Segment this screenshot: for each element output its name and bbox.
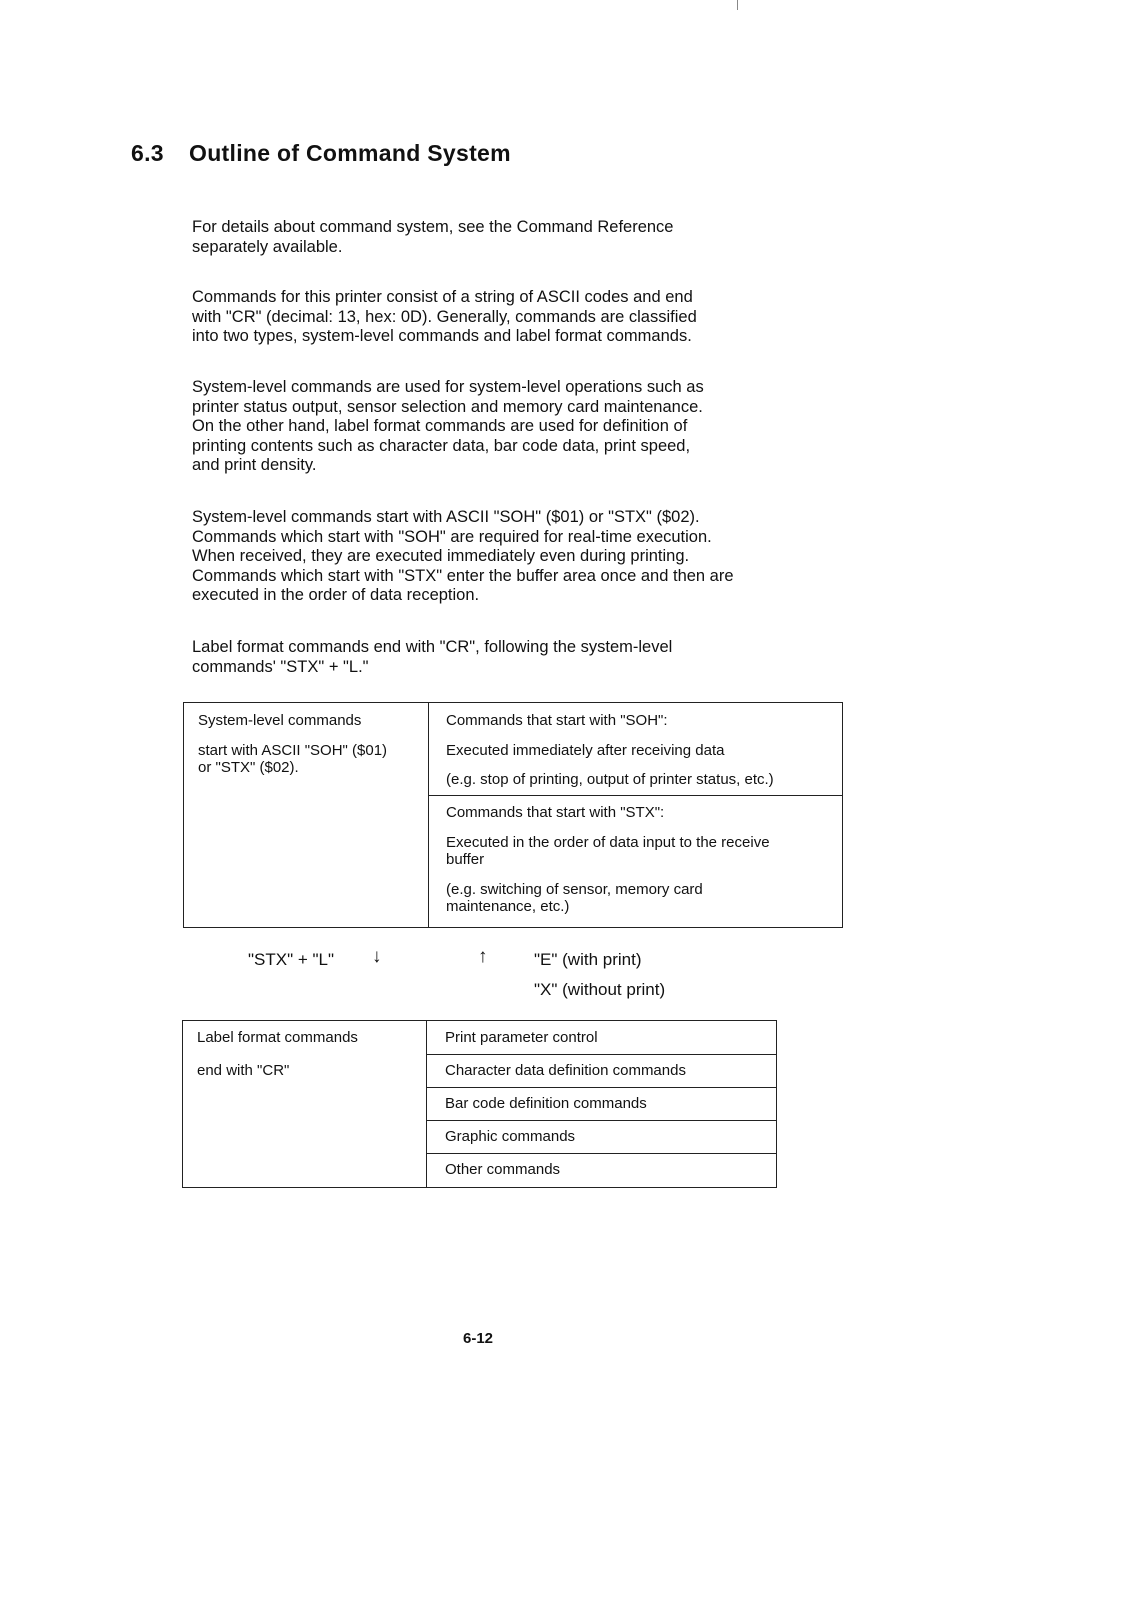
scan-mark xyxy=(737,0,738,10)
label-row-other: Other commands xyxy=(445,1161,561,1178)
system-level-commands-table xyxy=(183,702,843,928)
label-row-bar-code: Bar code definition commands xyxy=(445,1095,647,1112)
paragraph-system-level xyxy=(192,378,792,476)
system-level-desc-line2: or "STX" ($02). xyxy=(198,759,299,776)
text-line: executed in the order of data reception. xyxy=(192,586,480,604)
up-arrow-icon: ↑ xyxy=(478,946,488,967)
text-line: System-level commands are used for system-level operations such as xyxy=(192,378,704,396)
paragraph-soh-stx xyxy=(192,508,792,606)
text-line: into two types, system-level commands and label format commands. xyxy=(192,327,692,345)
text-line: On the other hand, label format commands are used for definition of xyxy=(192,417,688,435)
paragraph-intro xyxy=(192,218,792,257)
text-line: printer status output, sensor selection and memory card maintenance. xyxy=(192,397,703,416)
stx-description-line1: Executed in the order of data input to the receive xyxy=(446,834,770,851)
text-line: and print density. xyxy=(192,456,317,474)
column-divider xyxy=(428,703,429,927)
soh-description: Executed immediately after receiving data xyxy=(446,742,725,759)
text-line: Label format commands end with "CR", following the system-level xyxy=(192,638,673,656)
text-line: separately available. xyxy=(192,237,343,256)
text-line: Commands for this printer consist of a string of ASCII codes and end xyxy=(192,288,693,306)
text-line: For details about command system, see the Command Reference xyxy=(192,218,674,236)
label-row-graphic: Graphic commands xyxy=(445,1128,576,1145)
soh-title: Commands that start with "SOH": xyxy=(446,712,668,729)
row-divider xyxy=(426,1087,776,1088)
label-format-subtitle: end with "CR" xyxy=(197,1062,290,1079)
label-row-character-data: Character data definition commands xyxy=(445,1062,686,1079)
system-level-title: System-level commands xyxy=(198,712,362,729)
with-print-label: "E" (with print) xyxy=(534,950,642,969)
without-print-label: "X" (without print) xyxy=(534,980,666,999)
section-number: 6.3 xyxy=(131,140,164,166)
paragraph-commands xyxy=(192,288,792,347)
stx-example-line2: maintenance, etc.) xyxy=(446,898,570,915)
text-line: When received, they are executed immediately even during printing. xyxy=(192,547,690,565)
label-format-title: Label format commands xyxy=(197,1029,358,1046)
stx-l-label: "STX" + "L" xyxy=(248,950,335,969)
text-line: Commands which start with "STX" enter the buffer area once and then are xyxy=(192,566,734,585)
paragraph-label-format xyxy=(192,638,792,677)
row-divider xyxy=(426,1153,776,1154)
text-line: printing contents such as character data, bar code data, print speed, xyxy=(192,436,691,455)
stx-title: Commands that start with "STX": xyxy=(446,804,665,821)
text-line: with "CR" (decimal: 13, hex: 0D). Generally, commands are classified xyxy=(192,307,697,326)
row-divider xyxy=(426,1054,776,1055)
stx-example-line1: (e.g. switching of sensor, memory card xyxy=(446,881,703,898)
label-row-print-parameter: Print parameter control xyxy=(445,1029,598,1046)
label-format-commands-table xyxy=(182,1020,777,1188)
section-heading xyxy=(131,140,511,167)
down-arrow-icon: ↓ xyxy=(372,946,382,967)
text-line: System-level commands start with ASCII "SOH" ($01) or "STX" ($02). xyxy=(192,508,700,526)
system-level-desc-line1: start with ASCII "SOH" ($01) xyxy=(198,742,388,759)
section-title: Outline of Command System xyxy=(189,140,511,166)
page-number: 6-12 xyxy=(463,1330,494,1347)
soh-example: (e.g. stop of printing, output of printer status, etc.) xyxy=(446,771,774,788)
row-divider xyxy=(426,1120,776,1121)
stx-description-line2: buffer xyxy=(446,851,485,868)
text-line: Commands which start with "SOH" are required for real-time execution. xyxy=(192,527,712,546)
column-divider xyxy=(426,1021,427,1187)
row-divider xyxy=(428,795,842,796)
text-line: commands' "STX" + "L." xyxy=(192,657,369,676)
